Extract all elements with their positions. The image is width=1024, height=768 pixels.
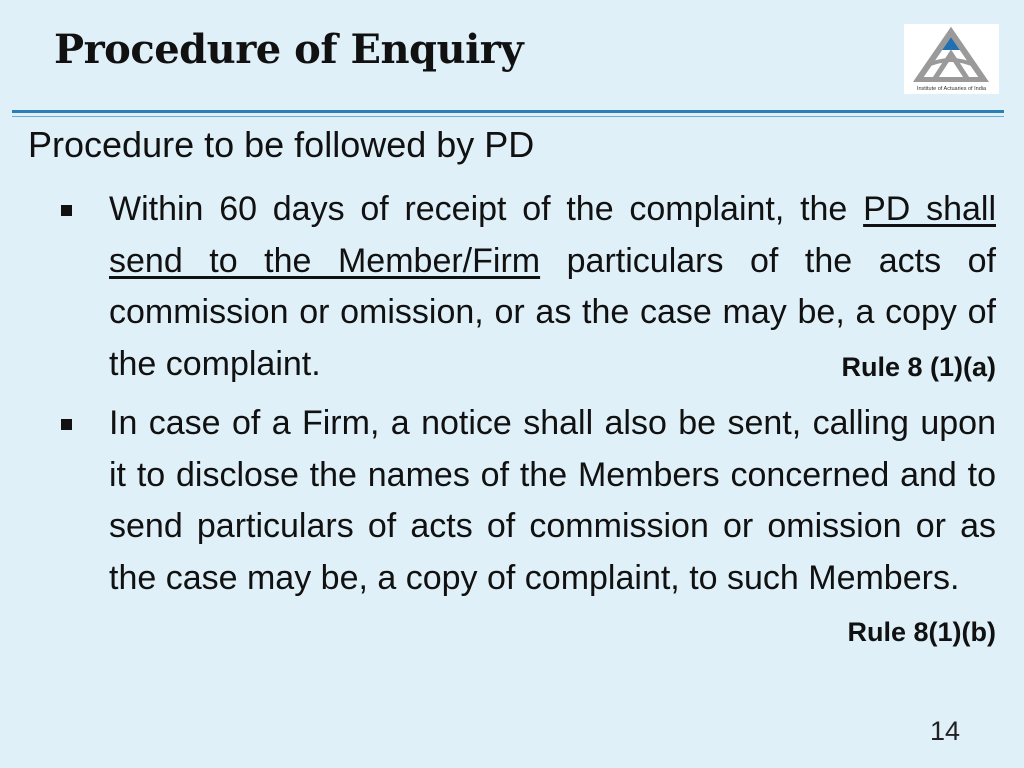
list-item [109,398,996,652]
square-bullet-icon [61,419,72,430]
header-divider [12,110,1004,113]
item-text: In case of a Firm, a notice shall also be sent, calling upon it to disclose the names of the Members concerned and to send particulars of acts of commission or omission or as the case may be, a copy of complaint, to such Members. [109,404,996,597]
section-heading: Procedure to be followed by PD [28,124,535,165]
list-item [109,184,996,390]
logo-caption: Institute of Actuaries of India [916,86,987,92]
slide-title: Procedure of Enquiry [54,26,524,73]
header-divider-thin [12,116,1004,117]
item-text: Within 60 days of receipt of the complaint, the [109,190,864,228]
item-underlined-text: PD shall send to the Member/Firm [109,190,996,280]
page-number: 14 [930,716,961,746]
rule-reference: Rule 8(1)(b) [847,617,996,647]
logo-emblem-icon [904,24,999,82]
square-bullet-icon [61,205,72,216]
item-text-continued: particulars of the acts of commission or omission, or as the case may be, a copy of the complaint. [109,241,996,383]
rule-reference: Rule 8 (1)(a) [841,351,996,382]
institute-logo [904,24,999,94]
